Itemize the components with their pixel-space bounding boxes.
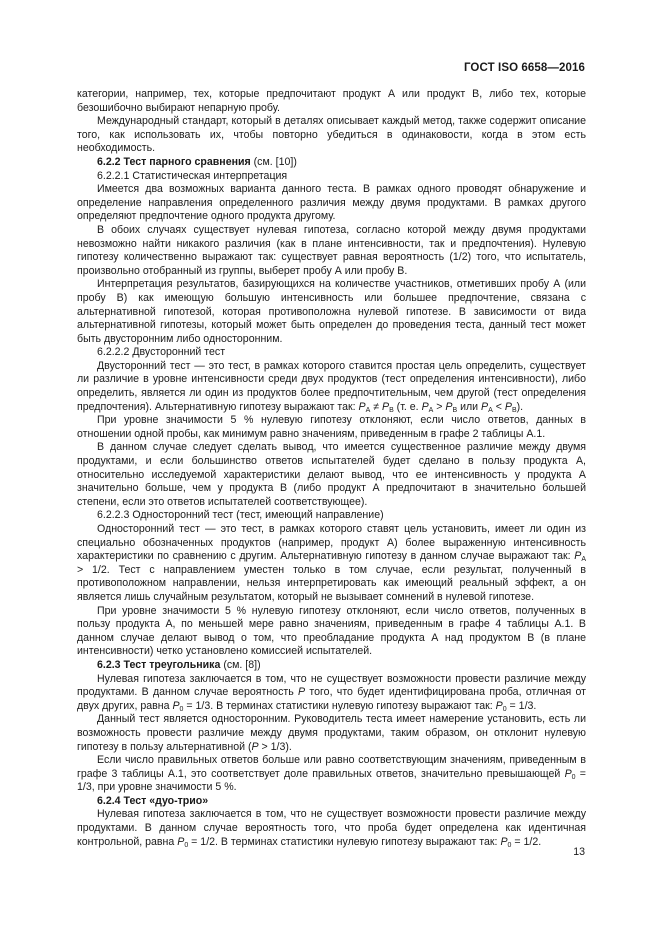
paragraph: Если число правильных ответов больше или равно соответствующим значениям, приведенным в графе 3 таблицы А.1, это соответствует доле правильных ответов, значительно превышающей $P_0 = 1/3$, при уровне значимости 5 %. — [77, 754, 586, 794]
paragraph: Односторонний тест — это тест, в рамках которого ставят цель установить, имеет ли один из специально обозначенных продуктов (например, продукт А) более выраженную интенсивность характеристики по сравнению с другим. Альтернативную гипотезу в данном случае выражают так: $P_A > 1/2$. Тест с направлением уместен только в том случае, если результат, полученный в противоположном направлении, нельзя интерпретировать как имеющий реальный эффект, а он является лишь случайным результатом, который не вызывает сомнений в нулевой гипотезе. — [77, 523, 586, 603]
subsection-heading: 6.2.2.1 Статистическая интерпретация — [97, 169, 288, 182]
section-heading-6-2-3 — [77, 659, 586, 673]
paragraph: При уровне значимости 5 % нулевую гипотезу отклоняют, если число ответов, данных в отношении одной пробы, как минимум равно значениям, приведенным в графе 2 таблицы А.1. — [77, 414, 586, 440]
reference: (см. [10]) — [253, 155, 297, 168]
paragraph: Нулевая гипотеза заключается в том, что не существует возможности провести различие между продуктами. В данном случае вероятность P того, что будет идентифицирована проба, отличная от двух других, равна $P_0 = 1/3$. В терминах статистики нулевую гипотезу выражают так: $P_0 = 1/3$. — [77, 672, 586, 713]
paragraph: Данный тест является односторонним. Руководитель теста имеет намерение установить, есть ли возможность провести различие между двумя продуктами, таким образом, он отклонит нулевую гипотезу в пользу альтернативной (P > 1/3). — [77, 713, 586, 753]
heading-title: 6.2.3 Тест треугольника — [97, 658, 221, 671]
paragraph: Двусторонний тест — это тест, в рамках которого ставится простая цель определить, существует ли различие в уровне интенсивности среди двух продуктов (тест определения интенсивности), либо определить, является ли один из продуктов более предпочтительным, чем другой (тест определения предпочтения). Альтернативную гипотезу выражают так: $P_A \ne P_B$ (т. е. $P_A > P_B$ или $P_A < P_B$). — [77, 359, 586, 414]
heading-title: 6.2.2 Тест парного сравнения — [97, 155, 251, 168]
section-heading-6-2-2 — [77, 156, 586, 170]
paragraph: Интерпретация результатов, базирующихся на количестве участников, отметивших пробу А (или пробу В) как имеющую большую интенсивность или большее предпочтение, связана с альтернативной гипотезой, которая противоположна нулевой гипотезе. В зависимости от вида альтернативной гипотезы, который может быть определен до проведения теста, данный тест может быть двусторонним либо односторонним. — [77, 278, 586, 345]
paragraph: В данном случае следует сделать вывод, что имеется существенное различие между двумя продуктами, и если большинство ответов испытателей будет сделано в пользу продукта А, относительно исследуемой характеристики делают вывод, что ее интенсивность у продукта А значительно больше, чем у продукта В (либо продукт А предпочитают в значительно большей степени, если это ответов испытателей соответствующее). — [77, 441, 586, 508]
paragraph: Имеется два возможных варианта данного теста. В рамках одного проводят обнаружение и определение направления определенного различия между двумя продуктами. В рамках другого определяют предпочтение одного продукта другому. — [77, 183, 586, 223]
subsection-heading: 6.2.2.3 Односторонний тест (тест, имеющий направление) — [97, 509, 384, 522]
paragraph: В обоих случаях существует нулевая гипотеза, согласно которой между двумя продуктами невозможно найти никакого различия (как в плане интенсивности, так и предпочтения). Нулевую гипотезу количественно выражают так: существует равная вероятность (1/2) того, что испытатель, произвольно отобранный из группы, выберет пробу А или пробу В. — [77, 223, 586, 277]
heading-title: 6.2.4 Тест «дуо-трио» — [97, 794, 209, 807]
paragraph: категории, например, тех, которые предпочитают продукт А или продукт В, либо тех, которые безошибочно выбирают непарную пробу. — [77, 88, 586, 114]
section-heading-6-2-4 — [77, 795, 586, 809]
document-header: ГОСТ ISO 6658—2016 — [463, 62, 585, 74]
subsection-heading: 6.2.2.2 Двусторонний тест — [97, 346, 226, 359]
paragraph: Международный стандарт, который в деталях описывает каждый метод, также содержит описание того, как использовать их, чтобы повторно убедиться в одинаковости, когда в этом есть необходимость. — [77, 115, 586, 155]
document-body — [77, 88, 586, 849]
page-number: 13 — [573, 846, 585, 858]
paragraph: При уровне значимости 5 % нулевую гипотезу отклоняют, если число ответов, полученных в пользу продукта А, по меньшей мере равно значениям, приведенным в графе 4 таблицы А.1. В данном случае делают вывод о том, что преобладание продукта А над продуктом В (в плане интенсивности) четко установлено комиссией испытателей. — [77, 604, 586, 658]
reference: (см. [8]) — [223, 658, 261, 671]
paragraph: Нулевая гипотеза заключается в том, что не существует возможности провести различие между продуктами. В данном случае вероятность того, что проба будет определена как идентичная контрольной, равна $P_0 = 1/2$. В терминах статистики нулевую гипотезу выражают так: $P_0 = 1/2$. — [77, 808, 586, 849]
